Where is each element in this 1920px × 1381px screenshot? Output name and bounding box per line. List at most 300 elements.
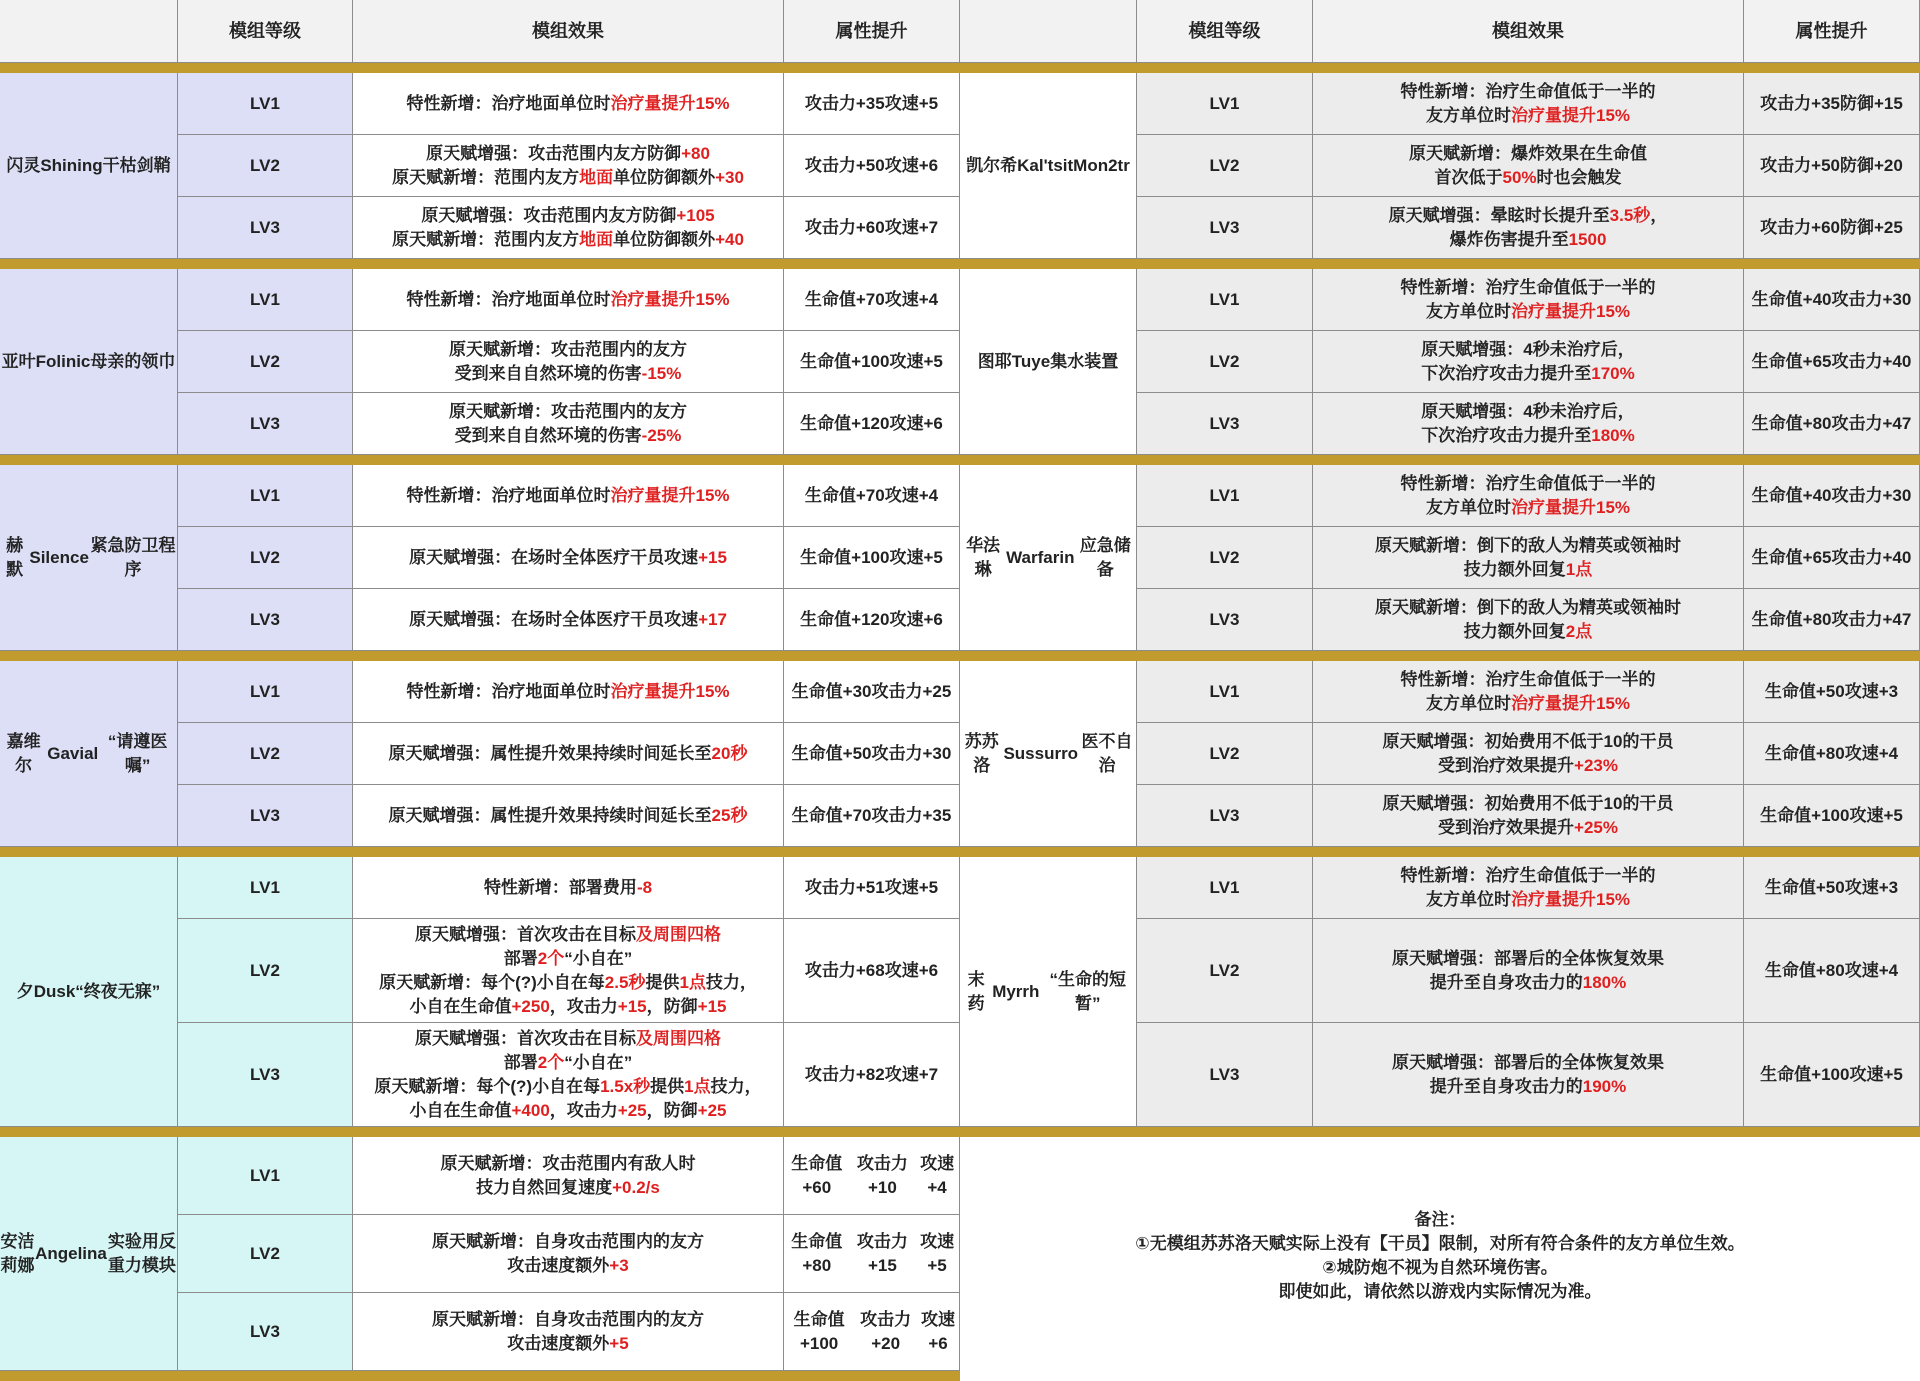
effect-text	[389, 804, 748, 828]
effect-line	[392, 142, 744, 166]
stat-bonus	[784, 1137, 960, 1215]
module-level: LV2	[178, 723, 353, 785]
text-line: 攻速+4	[884, 289, 939, 309]
text-line: 攻速+5	[1849, 1064, 1903, 1084]
effect-segment: 原天赋增强：在场时全体医疗干员攻速	[409, 609, 699, 629]
effect-segment: 技力额外回复	[1463, 621, 1566, 641]
effect-line	[1401, 472, 1656, 496]
text-line: 攻速+6	[884, 155, 939, 175]
text-line: 攻击力+35	[1760, 93, 1840, 113]
divider-bar	[960, 847, 1920, 857]
effect-text	[441, 1152, 696, 1200]
effect-line	[374, 1099, 761, 1123]
text-line: 亚叶	[1, 351, 36, 371]
module-effect	[1313, 393, 1744, 455]
effect-segment: 原天赋新增：范围内友方	[392, 167, 580, 187]
highlight-value: 治疗量提升15%	[610, 485, 730, 505]
text-line: “请遵医嘱”	[107, 731, 168, 775]
effect-segment: 原天赋增强：攻击范围内友方防御	[421, 205, 677, 225]
divider-bar	[0, 455, 960, 465]
effect-segment: 受到治疗效果提升	[1438, 817, 1575, 837]
effect-segment: 受到来自自然环境的伤害	[454, 425, 642, 445]
notes-title: 备注：	[1414, 1210, 1466, 1229]
effect-segment: 原天赋新增：爆炸效果在生命值	[1409, 143, 1647, 163]
header-stat-bonus-left: 属性提升	[784, 0, 960, 63]
stat-bonus	[1744, 269, 1920, 331]
highlight-value: +23%	[1574, 755, 1618, 775]
effect-line	[392, 228, 744, 252]
effect-line	[379, 947, 757, 971]
highlight-value: 治疗量提升15%	[1510, 693, 1631, 713]
operator-cell	[0, 269, 178, 455]
effect-segment: 攻击速度额外	[507, 1333, 610, 1353]
effect-line	[1421, 362, 1634, 386]
effect-line	[1375, 596, 1681, 620]
text-line: 生命值+60	[791, 1153, 843, 1197]
module-effect	[353, 1137, 784, 1215]
effect-segment: 友方单位时	[1425, 693, 1511, 713]
stat-bonus	[1744, 135, 1920, 197]
effect-line	[432, 1308, 704, 1332]
effect-line	[1409, 166, 1647, 190]
effect-line	[1392, 947, 1664, 971]
text-line: 末药	[967, 969, 985, 1013]
effect-segment: 提升至自身攻击力的	[1429, 1076, 1583, 1096]
text-line: 攻击力+40	[1831, 351, 1912, 371]
text-line: 生命值+65	[1751, 351, 1832, 371]
header-stat-bonus-right: 属性提升	[1744, 0, 1920, 63]
highlight-value: 180%	[1591, 425, 1635, 445]
effect-text	[406, 680, 729, 704]
divider-bar	[960, 651, 1920, 661]
effect-line	[1401, 104, 1656, 128]
text-line: 集水装置	[1050, 351, 1119, 371]
text-line: 安洁莉娜	[0, 1231, 35, 1275]
effect-text	[1401, 668, 1656, 716]
effect-text	[379, 923, 757, 1019]
effect-segment: 爆炸伤害提升至	[1449, 229, 1569, 249]
effect-segment: 单位防御额外	[613, 167, 716, 187]
notes-box	[960, 1137, 1920, 1375]
effect-text	[449, 338, 687, 386]
effect-segment: 原天赋新增：攻击范围内的友方	[449, 401, 687, 421]
effect-segment: 原天赋新增：范围内友方	[392, 229, 580, 249]
text-line: 生命值+50	[1764, 877, 1845, 897]
effect-segment: 特性新增：治疗生命值低于一半的	[1400, 865, 1656, 885]
text-line: 生命值+100	[800, 351, 890, 371]
stat-bonus	[784, 527, 960, 589]
highlight-value: +15	[697, 996, 727, 1016]
effect-segment: 特性新增：治疗生命值低于一半的	[1400, 277, 1656, 297]
module-level: LV1	[1137, 73, 1313, 135]
text-line: 赫默	[6, 535, 24, 579]
stat-bonus	[784, 589, 960, 651]
operator-cell	[960, 465, 1137, 651]
effect-line	[1375, 620, 1681, 644]
effect-segment: 原天赋新增：倒下的敌人为精英或领袖时	[1375, 535, 1681, 555]
text-line: 生命值+100	[1760, 805, 1850, 825]
text-line: 生命值+70	[804, 289, 885, 309]
text-line: 生命值+80	[1751, 413, 1832, 433]
effect-line	[1421, 424, 1634, 448]
divider-bar	[960, 259, 1920, 269]
text-line: Mon2tr	[1073, 155, 1130, 175]
divider-bar	[960, 1127, 1920, 1137]
highlight-value: 地面	[579, 229, 614, 249]
text-line: 生命值+120	[800, 609, 890, 629]
text-line: 攻速+5	[889, 351, 943, 371]
text-line: 实验用反重力模块	[107, 1231, 176, 1275]
stat-bonus	[784, 465, 960, 527]
text-line: 医不自治	[1081, 731, 1133, 775]
effect-segment: 时也会触发	[1536, 167, 1622, 187]
module-effect	[1313, 1023, 1744, 1127]
text-line: 生命值+80	[1764, 960, 1845, 980]
effect-segment: 友方单位时	[1425, 301, 1511, 321]
stat-bonus	[784, 661, 960, 723]
text-line: 防御+25	[1840, 217, 1903, 237]
notes-line: ①无模组苏苏洛天赋实际上没有【干员】限制，对所有符合条件的友方单位生效。	[1135, 1234, 1745, 1253]
effect-line	[1401, 864, 1656, 888]
effect-text	[1401, 472, 1656, 520]
effect-line	[409, 546, 727, 570]
stat-bonus	[1744, 919, 1920, 1023]
effect-segment: ，防御	[646, 996, 698, 1016]
effect-line	[374, 1051, 761, 1075]
effect-segment: 小自在生命值	[409, 996, 512, 1016]
effect-line	[392, 204, 744, 228]
module-effect	[1313, 135, 1744, 197]
text-line: 攻速+5	[884, 877, 939, 897]
effect-segment: 友方单位时	[1425, 889, 1511, 909]
text-line: 嘉维尔	[6, 731, 41, 775]
stat-bonus	[784, 269, 960, 331]
effect-segment: 原天赋新增：自身攻击范围内的友方	[432, 1231, 704, 1251]
effect-line	[1383, 816, 1674, 840]
module-effect	[1313, 723, 1744, 785]
text-line: 华法琳	[966, 535, 1001, 579]
stat-bonus	[1744, 197, 1920, 259]
module-effect	[353, 73, 784, 135]
text-line: 攻速+5	[1849, 805, 1903, 825]
effect-segment: 原天赋增强：4秒未治疗后，	[1421, 401, 1635, 421]
effect-line	[1401, 888, 1656, 912]
stat-bonus	[1744, 1023, 1920, 1127]
effect-segment: 技力，	[710, 1076, 762, 1096]
text-line: 攻速+7	[884, 1064, 939, 1084]
operator-cell	[0, 857, 178, 1127]
text-line: 攻击力+15	[856, 1231, 908, 1275]
stat-bonus	[1744, 73, 1920, 135]
highlight-value: 治疗量提升15%	[1510, 301, 1631, 321]
effect-text	[409, 546, 727, 570]
module-level: LV3	[1137, 785, 1313, 847]
text-line: Sussurro	[1003, 743, 1079, 763]
highlight-value: +400	[511, 1100, 550, 1120]
text-line: Myrrh	[992, 981, 1040, 1001]
highlight-value: +30	[715, 167, 744, 187]
effect-text	[432, 1308, 704, 1356]
module-level: LV2	[178, 135, 353, 197]
module-effect	[353, 1215, 784, 1293]
highlight-value: -8	[636, 877, 653, 897]
effect-segment: 特性新增：治疗地面单位时	[406, 485, 611, 505]
effect-segment: “小自在”	[564, 948, 633, 968]
effect-line	[1392, 1075, 1664, 1099]
text-line: 生命值+50	[1764, 681, 1845, 701]
text-line: 攻击力+68	[804, 960, 885, 980]
highlight-value: 及周围四格	[636, 1028, 721, 1048]
effect-text	[1383, 730, 1674, 778]
highlight-value: 治疗量提升15%	[1510, 497, 1631, 517]
module-level: LV3	[1137, 197, 1313, 259]
text-line: 攻击力+20	[860, 1309, 912, 1353]
module-effect	[1313, 527, 1744, 589]
effect-segment: 特性新增：治疗地面单位时	[406, 93, 611, 113]
stat-bonus	[784, 1023, 960, 1127]
effect-segment: 原天赋新增：每个(?)小自在每	[374, 1076, 601, 1096]
module-effect	[353, 661, 784, 723]
module-level: LV3	[178, 197, 353, 259]
highlight-value: 治疗量提升15%	[610, 289, 730, 309]
module-effect	[353, 135, 784, 197]
module-level: LV1	[178, 857, 353, 919]
text-line: 攻击力+10	[856, 1153, 908, 1197]
module-level: LV3	[1137, 589, 1313, 651]
module-level: LV1	[1137, 857, 1313, 919]
text-line: Folinic	[35, 351, 91, 371]
effect-line	[449, 362, 687, 386]
effect-text	[1421, 338, 1634, 386]
text-line: 攻速+5	[889, 547, 943, 567]
effect-line	[1383, 792, 1674, 816]
module-level: LV1	[1137, 269, 1313, 331]
text-line: Tuye	[1011, 351, 1051, 371]
text-line: 攻击力+50	[1760, 155, 1840, 175]
text-line: 攻速+4	[1844, 960, 1899, 980]
stat-bonus	[1744, 465, 1920, 527]
text-line: 攻击力+40	[1831, 547, 1912, 567]
text-line: Warfarin	[1006, 547, 1075, 567]
effect-line	[1421, 338, 1634, 362]
text-line: 生命值+30	[791, 681, 872, 701]
highlight-value: 20秒	[711, 743, 748, 763]
effect-segment: 特性新增：部署费用	[483, 877, 637, 897]
text-line: 生命值+80	[1751, 609, 1832, 629]
stat-bonus	[1744, 527, 1920, 589]
divider-bar	[0, 63, 960, 73]
text-line: 凯尔希	[966, 155, 1018, 175]
module-effect	[353, 785, 784, 847]
module-level: LV1	[178, 465, 353, 527]
effect-line	[1401, 300, 1656, 324]
text-line: 攻击力+50	[804, 155, 885, 175]
module-effect	[353, 589, 784, 651]
effect-line	[379, 995, 757, 1019]
highlight-value: 170%	[1591, 363, 1635, 383]
effect-segment: “小自在”	[564, 1052, 633, 1072]
module-effect	[353, 393, 784, 455]
highlight-value: 2点	[1565, 621, 1593, 641]
highlight-value: +17	[698, 609, 727, 629]
text-line: 攻速+6	[889, 413, 943, 433]
operator-cell	[0, 73, 178, 259]
effect-text	[392, 142, 744, 190]
module-effect	[353, 919, 784, 1023]
highlight-value: 1点	[679, 972, 706, 992]
highlight-value: 2个	[537, 1052, 565, 1072]
module-effect	[353, 723, 784, 785]
effect-line	[1392, 971, 1664, 995]
effect-segment: 原天赋增强：部署后的全体恢复效果	[1392, 948, 1664, 968]
effect-segment: ，攻击力	[549, 1100, 618, 1120]
effect-line	[441, 1152, 696, 1176]
effect-segment: 首次低于	[1434, 167, 1503, 187]
module-effect	[1313, 269, 1744, 331]
highlight-value: +15	[698, 547, 727, 567]
effect-text	[406, 92, 729, 116]
effect-line	[1401, 692, 1656, 716]
module-effect	[353, 1293, 784, 1371]
module-effect	[353, 857, 784, 919]
effect-segment: 小自在生命值	[409, 1100, 512, 1120]
effect-segment: 友方单位时	[1425, 497, 1511, 517]
module-level: LV2	[178, 331, 353, 393]
divider-bar	[0, 1127, 960, 1137]
operator-cell	[960, 73, 1137, 259]
module-level: LV2	[178, 919, 353, 1023]
text-line: 生命值+65	[1751, 547, 1832, 567]
module-level: LV3	[178, 589, 353, 651]
text-line: 夕	[16, 981, 34, 1001]
operator-cell	[960, 857, 1137, 1127]
module-level: LV2	[1137, 331, 1313, 393]
header-operator-left	[0, 0, 178, 63]
notes-line: 即使如此，请依然以游戏内实际情况为准。	[1278, 1282, 1602, 1301]
effect-segment: 原天赋增强：首次攻击在目标	[414, 924, 636, 944]
highlight-value: 治疗量提升15%	[610, 681, 730, 701]
effect-segment: ，防御	[646, 1100, 698, 1120]
text-line: 生命值+100	[793, 1309, 845, 1353]
stat-bonus	[1744, 785, 1920, 847]
effect-segment: 部署	[503, 1052, 538, 1072]
divider-bar	[0, 259, 960, 269]
highlight-value: 190%	[1582, 1076, 1627, 1096]
text-line: 生命值+70	[804, 485, 885, 505]
operator-cell	[960, 661, 1137, 847]
effect-line	[1409, 142, 1647, 166]
module-effect	[353, 331, 784, 393]
text-line: Silence	[29, 547, 89, 567]
highlight-value: +3	[609, 1255, 629, 1275]
module-level: LV1	[178, 73, 353, 135]
effect-text	[1421, 400, 1634, 448]
text-line: 生命值+80	[1764, 743, 1845, 763]
highlight-value: 2个	[537, 948, 565, 968]
module-effect	[1313, 73, 1744, 135]
effect-text	[409, 608, 727, 632]
text-line: 攻击力+60	[804, 217, 885, 237]
text-line: 生命值+80	[791, 1231, 843, 1275]
module-level: LV3	[178, 1293, 353, 1371]
effect-text	[374, 1027, 761, 1123]
highlight-value: -15%	[641, 363, 682, 383]
effect-line	[379, 971, 757, 995]
module-level: LV3	[1137, 1023, 1313, 1127]
stat-bonus	[784, 857, 960, 919]
text-line: 生命值+40	[1751, 289, 1832, 309]
header-module-effect-left: 模组效果	[353, 0, 784, 63]
effect-segment: 原天赋新增：攻击范围内的友方	[449, 339, 687, 359]
effect-text	[432, 1230, 704, 1278]
effect-line	[392, 166, 744, 190]
effect-line	[406, 680, 729, 704]
text-line: 干枯剑鞘	[102, 155, 171, 175]
effect-segment: 原天赋增强：初始费用不低于10的干员	[1382, 731, 1674, 751]
effect-line	[1383, 754, 1674, 778]
effect-segment: 原天赋增强：首次攻击在目标	[415, 1028, 636, 1048]
operator-cell	[0, 465, 178, 651]
effect-segment: 原天赋新增：自身攻击范围内的友方	[432, 1309, 704, 1329]
module-level: LV3	[178, 393, 353, 455]
highlight-value: 治疗量提升15%	[1510, 889, 1631, 909]
effect-line	[484, 876, 652, 900]
effect-segment: 下次治疗攻击力提升至	[1421, 425, 1592, 445]
highlight-value: +25	[617, 1100, 647, 1120]
effect-segment: ，	[1650, 205, 1668, 225]
effect-segment: 原天赋增强：属性提升效果持续时间延长至	[388, 743, 712, 763]
text-line: 攻速+3	[1844, 877, 1899, 897]
header-module-level-right: 模组等级	[1137, 0, 1313, 63]
effect-segment: 受到治疗效果提升	[1438, 755, 1575, 775]
highlight-value: +80	[681, 143, 710, 163]
module-level: LV1	[178, 269, 353, 331]
effect-text	[1375, 534, 1681, 582]
module-effect	[353, 1023, 784, 1127]
effect-text	[449, 400, 687, 448]
text-line: 生命值+70	[791, 805, 872, 825]
highlight-value: +25	[697, 1100, 727, 1120]
text-line: 攻速+6	[884, 960, 939, 980]
divider-bar	[0, 847, 960, 857]
module-effect	[1313, 331, 1744, 393]
effect-line	[432, 1254, 704, 1278]
module-level: LV1	[1137, 465, 1313, 527]
text-line: Gavial	[47, 743, 99, 763]
effect-line	[389, 804, 748, 828]
effect-text	[1392, 947, 1664, 995]
module-effect	[1313, 661, 1744, 723]
highlight-value: 1.5x秒	[600, 1076, 651, 1096]
highlight-value: 1点	[1565, 559, 1593, 579]
effect-text	[1375, 596, 1681, 644]
effect-text	[1409, 142, 1647, 190]
text-line: 攻击力+35	[804, 93, 885, 113]
text-line: 攻速+5	[884, 93, 939, 113]
effect-line	[449, 338, 687, 362]
stat-bonus	[1744, 331, 1920, 393]
module-effect	[353, 465, 784, 527]
effect-line	[1401, 496, 1656, 520]
effect-line	[406, 484, 729, 508]
effect-text	[392, 204, 744, 252]
text-line: 攻速+4	[920, 1153, 955, 1197]
operator-cell	[0, 1137, 178, 1371]
text-line: 图耶	[977, 351, 1012, 371]
text-line: “生命的短暂”	[1049, 969, 1126, 1013]
effect-segment: 提供	[650, 1076, 685, 1096]
stat-bonus	[784, 331, 960, 393]
